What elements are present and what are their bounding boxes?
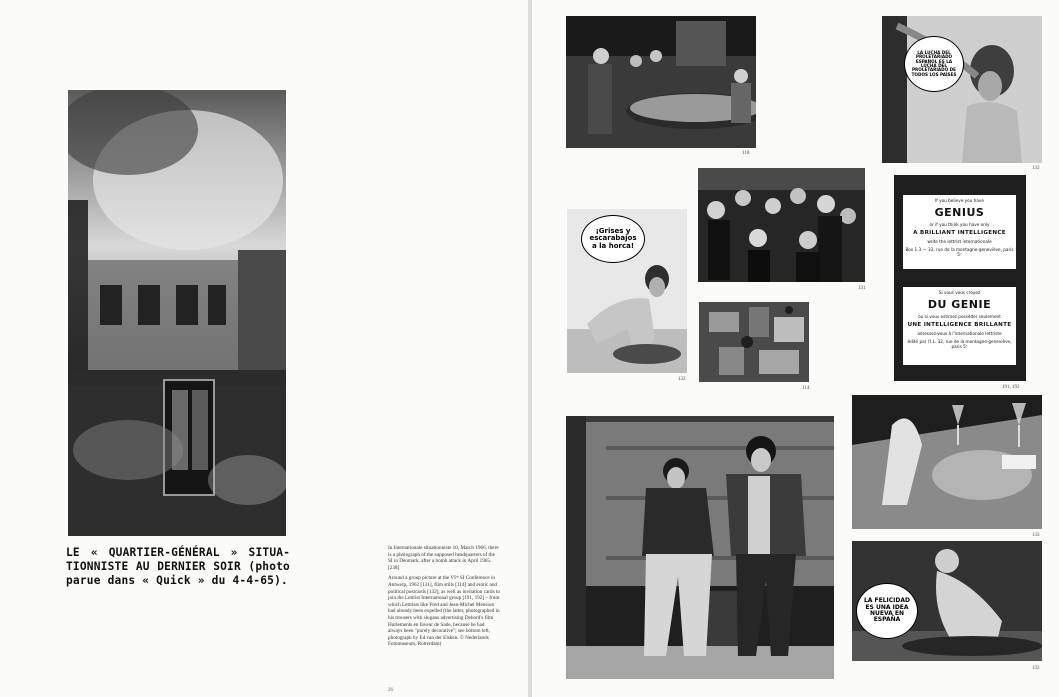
page-number: 26 bbox=[388, 688, 393, 693]
poster-card-english bbox=[903, 195, 1016, 269]
poster-headline: GENIUS bbox=[934, 206, 985, 219]
figure-number: 132 bbox=[1032, 166, 1040, 171]
poster-text: Si vous vous croyez bbox=[938, 290, 981, 295]
clipping-photo-burning-building bbox=[68, 90, 286, 536]
nude-postcard-photo bbox=[567, 209, 687, 373]
figure-number: 118 bbox=[742, 151, 750, 156]
speech-balloon: LA LUCHA DEL PROLETARIADO ESPAÑOL ES LA LUCHA DEL PROLETARIADO DE TODOS LOS PAÍSES bbox=[904, 36, 964, 92]
poster-text: adressez-vous à l'internationale lettriste bbox=[917, 331, 1002, 336]
poster-subheadline: UNE INTELLIGENCE BRILLANTE bbox=[907, 322, 1012, 328]
poster-text: Box 1.3 — 32, rue de la montagne-geneviève, paris 5ᵉ bbox=[905, 247, 1014, 257]
poster-text: If you believe you have bbox=[935, 198, 984, 203]
figure-number: 114 bbox=[802, 386, 810, 391]
clipping-caption: LE « QUARTIER-GÉNÉRAL » SITUATIONNISTE AU DERNIER SOIR (photo parue dans « Quick » du 4-4-65). bbox=[66, 546, 290, 587]
poster-card-french bbox=[903, 287, 1016, 365]
poster-text: édité par l'I.L. 32, rue de la montagne-geneviève, paris 5ᵉ bbox=[907, 339, 1012, 349]
poster-text: write the lettrist internationale bbox=[927, 239, 992, 244]
figure-number: 132 bbox=[678, 377, 686, 382]
speech-balloon: LA FELICIDAD ES UNA IDEA NUEVA EN ESPAÑA bbox=[856, 583, 918, 639]
speech-balloon: ¡Grises y escarabajos a la horca! bbox=[581, 215, 645, 263]
two-young-men-street-photo bbox=[566, 416, 834, 679]
body-notes bbox=[388, 545, 500, 652]
figure-number: 133 bbox=[1032, 533, 1040, 538]
figure-number: 131 bbox=[858, 286, 866, 291]
note-paragraph: In Internationale situationniste 10, March 1966, there is a photograph of the supposed headquarters of the SI in Denmark, after a bomb attack in April 1965. [238] bbox=[388, 545, 499, 571]
figure-number: 191, 192 bbox=[1002, 385, 1020, 390]
aerial-model-photo bbox=[699, 302, 809, 382]
poster-subheadline: A BRILLIANT INTELLIGENCE bbox=[913, 230, 1006, 236]
left-page bbox=[0, 0, 528, 697]
hand-and-glasses-photo bbox=[852, 395, 1042, 529]
film-still-photo bbox=[566, 16, 756, 148]
poster-text: or if you think you have only bbox=[929, 222, 990, 227]
nude-postcard-photo bbox=[852, 541, 1042, 661]
note-paragraph: Around a group picture at the VIᵗʰ SI Conference in Antwerp, 1962 [131], film stills [114] and erotic and political postcards [132], as well as invitation cards to join the Lettrist International group [191, 192] – from which Lettrists like Fred and Jean-Michel Mension had already been expelled (the latter, photographed in his trousers with slogans advertising Debord's film Hurlements en faveur de Sade, because he had always been "purely decorative"; see bottom left, photograph by Ed van der Elsken. © Nederlands Fotomuseum, Rotterdam) bbox=[388, 575, 500, 648]
nude-postcard-photo bbox=[882, 16, 1042, 163]
right-page bbox=[532, 0, 1059, 697]
poster-headline: DU GENIE bbox=[927, 298, 992, 311]
figure-number: 132 bbox=[1032, 666, 1040, 671]
poster-text: ou si vous estimez posséder seulement bbox=[918, 314, 1001, 319]
group-photo bbox=[698, 168, 865, 282]
lettrist-invitation-posters bbox=[894, 175, 1026, 381]
